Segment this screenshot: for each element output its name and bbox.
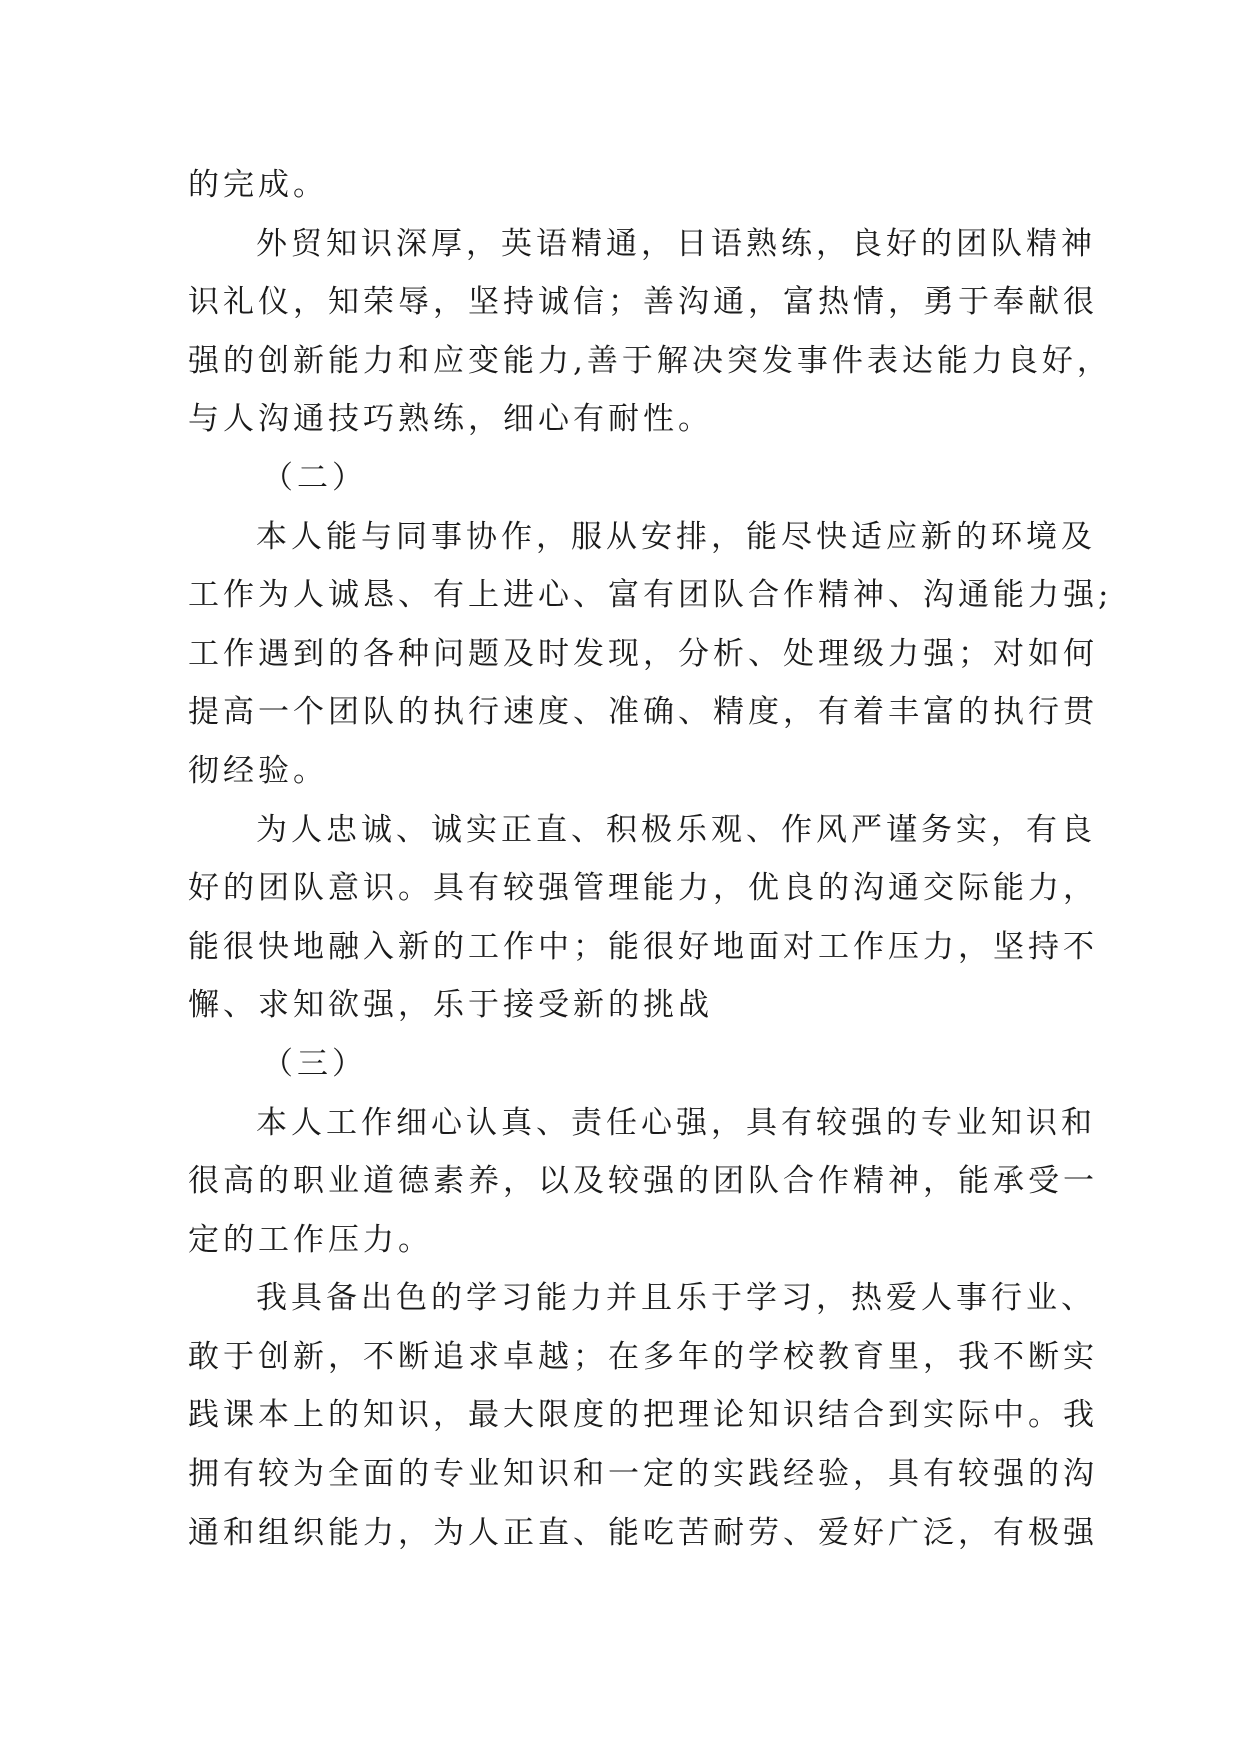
document-body [188, 156, 1113, 1562]
text-line: 的完成。 [188, 167, 328, 203]
text-line: 好的团队意识。具有较强管理能力，优良的沟通交际能力， [188, 870, 1098, 907]
text-line: 彻经验。 [188, 752, 328, 789]
text-line: 懈、求知欲强，乐于接受新的挑战 [188, 987, 713, 1024]
text-line: 很高的职业道德素养，以及较强的团队合作精神，能承受一 [188, 1163, 1098, 1200]
paragraph-start-line: 本人能与同事协作，服从安排，能尽快适应新的环境及 [256, 518, 1096, 555]
text-line: 敢于创新，不断追求卓越；在多年的学校教育里，我不断实 [188, 1338, 1098, 1375]
paragraph-start-line: 为人忠诚、诚实正直、积极乐观、作风严谨务实，有良 [256, 811, 1096, 848]
text-line: 拥有较为全面的专业知识和一定的实践经验，具有较强的沟 [188, 1456, 1098, 1493]
paragraph-start-line: 外贸知识深厚，英语精通，日语熟练，良好的团队精神 [256, 225, 1096, 262]
text-line: 工作遇到的各种问题及时发现，分析、处理级力强；对如何 [188, 635, 1098, 672]
text-line: 工作为人诚恳、有上进心、富有团队合作精神、沟通能力强; [188, 577, 1113, 614]
text-line: 践课本上的知识，最大限度的把理论知识结合到实际中。我 [188, 1397, 1098, 1434]
text-line: 能很快地融入新的工作中；能很好地面对工作压力，坚持不 [188, 928, 1098, 965]
text-line: 定的工作压力。 [188, 1221, 433, 1258]
text-line: 与人沟通技巧熟练，细心有耐性。 [188, 401, 713, 438]
paragraph-start-line: 我具备出色的学习能力并且乐于学习，热爱人事行业、 [256, 1280, 1096, 1317]
text-line: 强的创新能力和应变能力,善于解决突发事件表达能力良好， [188, 342, 1112, 379]
section-heading-3: （三） [262, 1045, 367, 1082]
paragraph-start-line: 本人工作细心认真、责任心强，具有较强的专业知识和 [256, 1104, 1096, 1141]
text-line: 识礼仪，知荣辱，坚持诚信；善沟通，富热情，勇于奉献很 [188, 284, 1098, 321]
text-line: 提高一个团队的执行速度、准确、精度，有着丰富的执行贯 [188, 694, 1098, 731]
text-line: 通和组织能力，为人正直、能吃苦耐劳、爱好广泛，有极强 [188, 1514, 1098, 1551]
section-heading-2: （二） [262, 459, 367, 496]
